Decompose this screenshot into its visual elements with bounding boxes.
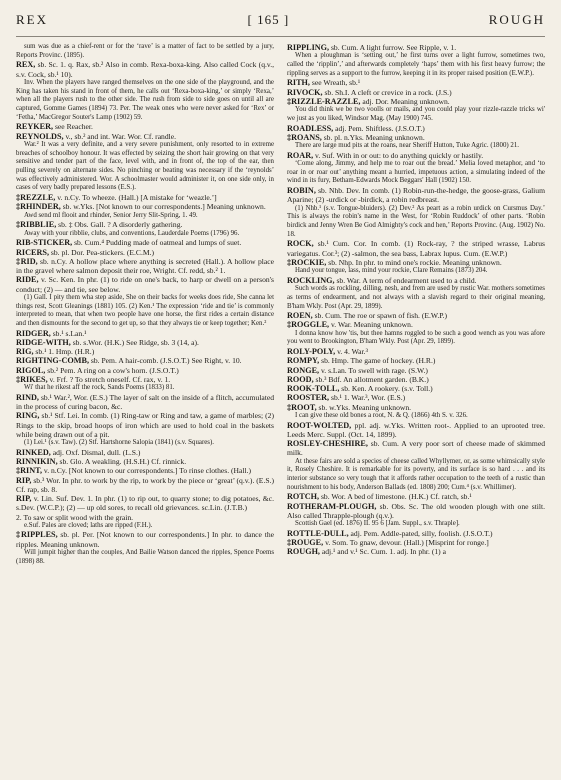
entry-text: sb.¹ s.Lan.¹ (50, 328, 87, 338)
citation-paragraph (287, 160, 545, 186)
entry-text: adj. Dor. Meaning unknown. (360, 96, 450, 106)
entry-text: sb. Cum. The roe or spawn of fish. (E.W.P.) (312, 311, 448, 321)
dictionary-entry (16, 457, 274, 466)
entry-text: sb. s.Wor. (H.K.) See Ridge, sb. 3 (14, a). (70, 337, 199, 347)
citation-paragraph (16, 43, 274, 60)
header-left-word: REX (16, 12, 48, 27)
entry-text: (1) Gall. I pity them wha step aside, She on their backs for weeks does ride, She canna let things rest, Scott Gleanings (1881) 105. (2) Ken.¹ The expression ‘ride and tie’ is commonly interpreted to mean, that when two people have one horse, the first rides a certain distance and then dismounts for the second to get up, so that they always tie or keep together; Ken.² (16, 293, 274, 327)
entry-headword: ‡ROANS, (287, 132, 322, 142)
dictionary-entry (287, 239, 545, 258)
dictionary-entry (16, 122, 274, 131)
entry-headword: ROOT-WOLTED, (287, 420, 352, 430)
entry-text: sb. Sh.I. A cleft or crevice in a rock. (J.S.) (322, 87, 452, 97)
entry-text: sb. Cum. A very poor sort of cheese made of skimmed milk. (287, 439, 545, 458)
entry-headword: REX, (16, 60, 36, 70)
citation-paragraph (287, 520, 545, 529)
entry-headword: ‡ROUGE, (287, 538, 324, 548)
entry-text: At these fairs are sold a species of cheese called Whyllymer, or, as some whimsically style it, Rosely Cheshire. It is remarkable for its poverty, and its surface is so hard . . . and its interior substance so very tough that it affords rather occupation to the teeth of a rustic than nourishment to his body, Anderson Ballads (ed. 1808) 200; Cum.⁴ (s.v. Whillimer). (287, 457, 545, 491)
dictionary-entry (16, 375, 274, 384)
entry-text: sb.¹ Cum. Cor. In comb. (1) Rock-ray, ? the striped wrasse, Labrus variegatus. Cor.³; (2) -salmon, the sea bass, Labrax lupus. Cum. (E.W.P.) (287, 239, 545, 258)
entry-text: ‘Come along, Jimmy, and help me to roar out the bread.’ Melia loved metaphor, and ‘to roar in or roar out’ anything meant a hurried, impetuous action, a simulating indeed of the wind in its fury, Betham-Edwards Mock Beggars' Hall (1902) 150. (287, 159, 545, 185)
entry-headword: ROADLESS, (287, 123, 334, 133)
entry-headword: ROAR, (287, 150, 314, 160)
citation-paragraph (16, 294, 274, 329)
entry-headword: RINKED, (16, 447, 51, 457)
entry-text: v. Lin. Suf. Dev. 1. In phr. (1) to rip out, to quarry stone; to dig potatoes, &c. s.Dev. (W.C.P.); (2) — up old sores, to recall old grievances. sc.Lin. (J.T.B.) (16, 494, 274, 513)
entry-text: Awd send ml flooit and rhinder, Senior Jerry Slit-Spring, 1. 49. (24, 211, 198, 219)
right-column (287, 43, 545, 566)
entry-headword: ROCK, (287, 239, 314, 249)
dictionary-entry (287, 439, 545, 458)
entry-headword: ‡RINT, (16, 466, 43, 476)
left-column (16, 43, 274, 566)
citation-paragraph (16, 522, 274, 531)
citation-paragraph (287, 285, 545, 311)
dictionary-entry (16, 248, 274, 257)
dictionary-entry (287, 151, 545, 160)
entry-headword: RIDGER, (16, 328, 51, 338)
entry-headword: ‡RHINDER, (16, 202, 61, 212)
entry-headword: ROSLEY-CHESHIRE, (287, 439, 368, 449)
entry-text: ppl. adj. w.Yks. Written root-. Applied to an uprooted tree. Leeds Merc. Suppl. (Oct. 14, 1899). (287, 420, 545, 439)
entry-text: sb.¹ 1. War.³, Wor. (E.S.) (329, 393, 406, 403)
dictionary-entry (287, 186, 545, 205)
dictionary-entry (16, 411, 274, 439)
entry-headword: ROMPY, (287, 356, 320, 366)
entry-text: sb. Nhp. In phr. to mind one's rockie. Meaning unknown. (326, 257, 502, 267)
entry-text: When a ploughman is ‘setting out,’ he first turns over a light furrow, sometimes two, called the ‘ripplin’,’ and afterwards completely ‘haps’ them with his first heavy furrow; the rippling serves as a support to the furrow, keeping it in its proper raised position (E.W.P.). (287, 52, 545, 77)
entry-headword: ‡RIPPLES, (16, 530, 58, 540)
entry-text: v. War. Meaning unknown. (329, 320, 413, 330)
entry-headword: ‡RIKES, (16, 374, 48, 384)
dictionary-entry (287, 393, 545, 402)
entry-headword: RIPPLING, (287, 43, 330, 52)
citation-paragraph (16, 439, 274, 448)
dictionary-entry (287, 276, 545, 285)
entry-text: v., sb.² and int. War. Wor. Cf. randle. (63, 131, 177, 141)
dictionary-entry (287, 529, 545, 538)
citation-paragraph (287, 458, 545, 493)
entry-text: sb. Cum.⁴ Pudding made of oatmeal and lumps of suet. (72, 238, 242, 248)
entry-headword: REYNOLDS, (16, 131, 64, 141)
dictionary-entry (16, 530, 274, 549)
entry-text: Will jumpit higher than the couples, And Bailie Watson danced the ripples, Spence Poems (1898) 88. (16, 548, 274, 565)
dictionary-entry (287, 403, 545, 412)
entry-headword: ROBIN, (287, 186, 316, 196)
entry-headword: ‡REZZLE, (16, 193, 56, 203)
entry-text: sb. Cum. A light furrow. See Ripple, v. 1. (329, 43, 457, 52)
entry-text: I can give these old bones a root, N. & Q. (1866) 4th S. v. 326. (295, 411, 468, 419)
dictionary-entry (287, 421, 545, 440)
entry-headword: ‡RID, (16, 256, 38, 266)
entry-headword: RIP, (16, 494, 32, 504)
dictionary-entry (287, 97, 545, 106)
entry-text: sb. pl. Dor. Pea-stickers. (E.C.M.) (49, 247, 155, 257)
dictionary-entry (287, 320, 545, 329)
entry-text: Scottish Gael (ed. 1876) II. 95 6 [Jam. Suppl., s.v. Thraple]. (295, 520, 460, 528)
entry-text: v. n.Cy. To wheeze. (Hall.) [A mistake for ‘weazle.’] (55, 193, 217, 203)
dictionary-entry (16, 393, 274, 412)
dictionary-entry (287, 88, 545, 97)
citation-paragraph (16, 79, 274, 123)
entry-text: You did think we be two voolls or mails, and you could play your rizzle-razzle tricks wi' we just as you liked, Windsor Mag. (May 1900) 745. (287, 106, 545, 122)
entry-text: v. s.Lan. To swell with rage. (S.W.) (319, 365, 428, 375)
entry-headword: ‡ROOT, (287, 402, 317, 412)
dictionary-entry (287, 258, 545, 267)
entry-text: adj.¹ and v.¹ Sc. Cum. 1. adj. In phr. (1) a (319, 547, 446, 557)
entry-headword: ROOD, (287, 374, 314, 384)
dictionary-entry (16, 366, 274, 375)
entry-text: sum was due as a chief-rent or for the ‘rave’ is a matter of fact to be settled by a jury, Reports Provinc. (1895). (16, 43, 274, 59)
dictionary-entry (287, 311, 545, 320)
citation-paragraph (287, 412, 545, 421)
page-number: [ 165 ] (247, 12, 290, 27)
dictionary-entry (16, 338, 274, 347)
entry-headword: RIDE, (16, 275, 39, 285)
dictionary-entry (16, 476, 274, 495)
dictionary-entry (16, 513, 274, 522)
entry-headword: ROOSTER, (287, 393, 330, 403)
dictionary-entry (16, 202, 274, 211)
entry-text: sb. Sc. 1. q. Rax, sb.² Also in comb. Rexa-boxa-king. Also called Cock (q.v., s.v. Cock, sb.¹ 10). (16, 60, 274, 79)
dictionary-entry (287, 43, 545, 52)
entry-text: sb. Glo. A weakling. (H.S.H.) Cf. rinnick. (57, 457, 187, 467)
entry-text: adj. Pem. Addle-pated, silly, foolish. (J.S.O.T.) (348, 528, 493, 538)
dictionary-entry (287, 547, 545, 556)
entry-text: Away with your ribblie, clubs, and conventions, Lauderdale Poems (1796) 96. (24, 229, 240, 237)
entry-text: sb. War. A term of endearment used to a child. (334, 275, 477, 285)
entry-headword: ‡ROGGLE, (287, 320, 330, 330)
header-right-word: ROUGH (488, 12, 545, 27)
dictionary-entry (287, 375, 545, 384)
citation-paragraph (287, 142, 545, 151)
entry-text: sb. Wor. A bed of limestone. (H.K.) Cf. ratch, sb.¹ (319, 492, 472, 502)
entry-headword: RIG, (16, 347, 34, 357)
entry-text: Wi' that he rikest aff the rock, Sands Poems (1833) 81. (24, 384, 175, 392)
entry-headword: RIGHTING-COMB, (16, 356, 90, 366)
entry-text: sb. Pem. A hair-comb. (J.S.O.T.) See Right, v. 10. (89, 356, 242, 366)
entry-headword: RIDGE-WITH, (16, 337, 71, 347)
entry-headword: RIGOL, (16, 365, 46, 375)
entry-headword: ROUGH, (287, 547, 320, 557)
entry-headword: ROEN, (287, 311, 313, 321)
text-columns (16, 43, 545, 566)
entry-headword: RIVOCK, (287, 87, 323, 97)
dictionary-entry (16, 132, 274, 141)
dictionary-entry (287, 492, 545, 501)
citation-paragraph (287, 52, 545, 78)
entry-text: v. Suf. With in or out: to do anything quickly or hastily. (313, 150, 484, 160)
entry-text: (1) Nhb.¹ (s.v. Tongue-bluiders). (2) Dev.² As peart as a robin urdick on Cursmus Day.’ This is always the robin's name in the West, for ‘Robin Ruddock’ of other parts. ‘Robin birdick and Jenny Wren Be God Almighty's cock and hen,’ Reports Provinc. (Aug. 1902) No. 18. (287, 204, 545, 238)
running-header (16, 12, 545, 37)
citation-paragraph (287, 267, 545, 276)
dictionary-entry (287, 538, 545, 547)
citation-paragraph (16, 384, 274, 393)
entry-headword: RONGE, (287, 365, 320, 375)
dictionary-entry (16, 60, 274, 79)
entry-text: There are large mud pits at the roans, near Sheriff Hutton, Tuke Agric. (1800) 21. (295, 142, 520, 150)
entry-headword: RIP, (16, 475, 32, 485)
entry-text: Such words as rockling, dilling, nesh, and frem are used by rustic War. mothers sometimes as terms of endearment, and not always with a slavish regard to their original meaning, B'ham Wkly. Post (Apr. 29, 1899). (287, 285, 545, 310)
entry-text: Inv. When the players have ranged themselves on the one side of the playground, and the King has taken his stand in front of them, he calls out ‘Rexa-boxa-king,’ or simply ‘Rexa,’ when all the players rush to the other side. The rush from side to side goes on until all are captured, Gomme Games (1894) 73. Per. The weak ones who were never asked for ‘Rex’ or ‘Fetha,’ MacGregor Souter's Lamp (1902) 59. (16, 78, 274, 121)
dictionary-entry (287, 356, 545, 365)
entry-text: 2. To saw or split wood with the grain. (16, 512, 134, 522)
entry-text: adj. Pem. Shiftless. (J.S.O.T.) (333, 123, 425, 133)
citation-paragraph (16, 549, 274, 566)
entry-text: sb.¹ 1. Hmp. (H.R.) (33, 347, 95, 357)
dictionary-entry (287, 124, 545, 133)
entry-text: see Reacher. (53, 122, 93, 132)
entry-headword: REYKER, (16, 122, 54, 132)
citation-paragraph (287, 106, 545, 123)
entry-text: v. Som. To gnaw, devour. (Hall.) [Misprint for ronge.] (323, 538, 489, 548)
dictionary-entry (16, 329, 274, 338)
entry-text: sb. pl. n.Yks. Meaning unknown. (321, 132, 425, 142)
entry-headword: RITH, (287, 78, 310, 88)
entry-text: v. n.Cy. [Not known to our correspondents.] To rinse clothes. (Hall.) (42, 466, 252, 476)
entry-headword: ‡ROCKIE, (287, 257, 327, 267)
entry-text: e.Suf. Pales are cloved; laths are ripped (F.H.). (24, 521, 153, 529)
entry-text: Hand your tongue, lass, mind your rockie, Clare Remains (1873) 204. (295, 267, 488, 275)
dictionary-entry (16, 220, 274, 229)
dictionary-entry (16, 448, 274, 457)
entry-text: sb.³ Wor. In phr. to work by the rip, to work by the piece or ‘great’ (q.v.). (E.S.) Cf. rap, sb. 8. (16, 475, 274, 494)
entry-text: sb. w.Yks. Meaning unknown. (316, 402, 412, 412)
entry-text: sb. Nhb. Dev. In comb. (1) Robin-run-the-hedge, the goose-grass, Galium Aparine; (2) -urdick or -birdick, a robin redbreast. (287, 186, 545, 205)
dictionary-entry (287, 133, 545, 142)
entry-text: I donna know how 'tis, but thee hamns roggled to be such a good wench as you was afore you went to Brookington, B'ham Wkly. Post (Apr. 29, 1899). (287, 329, 545, 346)
entry-text: sb.¹ Stf. Lei. In comb. (1) Ring-taw or Ring and taw, a game of marbles; (2) Rings to the skip, broad hoops of iron which are used to hold coal in the baskets while being drawn out of a pit. (16, 411, 274, 439)
entry-headword: RING, (16, 411, 40, 421)
entry-text: War.² It was a very definite, and a very severe punishment, only resorted to in extreme breaches of schoolboy honour. It was effected by seizing the short hair growing on that very sensitive and tender part of the face, level with, and in front of, the top of the ear, then pulling severely on alternate sides. No pinching or beating was necessary if the ‘reynolds’ was effectively administered. Wor. A schoolmaster would administer it, on one side only, in cases of very badly prepared lessons (E.S.). (16, 140, 274, 192)
citation-paragraph (16, 230, 274, 239)
dictionary-entry (16, 494, 274, 513)
citation-paragraph (287, 330, 545, 347)
dictionary-entry (287, 347, 545, 356)
entry-text: sb. Ken. A rookery. (s.v. Toll.) (339, 384, 433, 394)
dictionary-entry (16, 193, 274, 202)
entry-text: adj. Oxf. Dismal, dull. (L.S.) (50, 447, 141, 457)
entry-text: sb.² Pem. A ring on a cow's horn. (J.S.O.T.) (45, 365, 179, 375)
entry-text: sb.³ Bdf. An allotment garden. (B.K.) (313, 374, 429, 384)
dictionary-entry (287, 502, 545, 521)
entry-text: sb. Obs. Sc. The old wooden plough with one stilt. Also called Thrapple-plough (q.v.). (287, 501, 545, 520)
entry-headword: ROLY-POLY, (287, 347, 336, 357)
entry-headword: ‡RIBBLIE, (16, 220, 57, 230)
entry-text: sb. Hmp. The game of hockey. (H.R.) (319, 356, 436, 366)
entry-text: sb. ‡ Obs. Gall. ? A disorderly gathering. (56, 220, 183, 230)
entry-headword: ROOK-TOLL, (287, 384, 340, 394)
entry-headword: ‡RIZZLE-RAZZLE, (287, 96, 361, 106)
entry-text: sb. n.Cy. A hollow place where anything is secreted (Hall.). A hollow place in the gravel where salmon deposit their roe, Wright. Cf. redd, sb.² 1. (16, 256, 274, 276)
entry-text: sb.¹ War.², Wor. (E.S.) The layer of salt on the inside of a flitch, accumulated in the process of curing bacon, &c. (16, 392, 274, 412)
citation-paragraph (16, 212, 274, 221)
entry-headword: ROTCH, (287, 492, 320, 502)
dictionary-entry (287, 384, 545, 393)
dictionary-entry (16, 238, 274, 247)
dictionary-entry (16, 257, 274, 276)
citation-paragraph (16, 141, 274, 193)
entry-text: v. 4. War.³ (335, 347, 368, 357)
entry-headword: ROTTLE-DULL, (287, 528, 349, 538)
dictionary-entry (16, 466, 274, 475)
citation-paragraph (287, 205, 545, 240)
entry-text: see Wreath, sb.¹ (309, 78, 361, 88)
entry-headword: ROCKLING, (287, 275, 335, 285)
entry-headword: RINNIKIN, (16, 457, 58, 467)
dictionary-entry (16, 356, 274, 365)
dictionary-entry (16, 347, 274, 356)
entry-text: v. Frf. ? To stretch oneself. Cf. rax, v. 1. (47, 374, 171, 384)
entry-headword: RIND, (16, 392, 39, 402)
entry-text: v. Sc. Ken. In phr. (1) to ride on one's back, to harp or dwell on a person's conduct; (2) — and tie, see below. (16, 275, 274, 294)
entry-headword: ROTHERAM-PLOUGH, (287, 501, 377, 511)
entry-text: (1) Lei.¹ (s.v. Taw). (2) Stf. Hartshorne Salopia (1841) (s.v. Squares). (24, 439, 215, 447)
entry-headword: RIB-STICKER, (16, 238, 73, 248)
entry-text: sb. pl. Per. [Not known to our correspondents.] In phr. to dance the ripples. Meaning unknown. (16, 530, 274, 549)
entry-headword: RICERS, (16, 247, 49, 257)
dictionary-entry (16, 275, 274, 294)
entry-text: sb. w.Yks. [Not known to our correspondents.] Meaning unknown. (60, 202, 266, 212)
dictionary-entry (287, 366, 545, 375)
dictionary-entry (287, 78, 545, 87)
